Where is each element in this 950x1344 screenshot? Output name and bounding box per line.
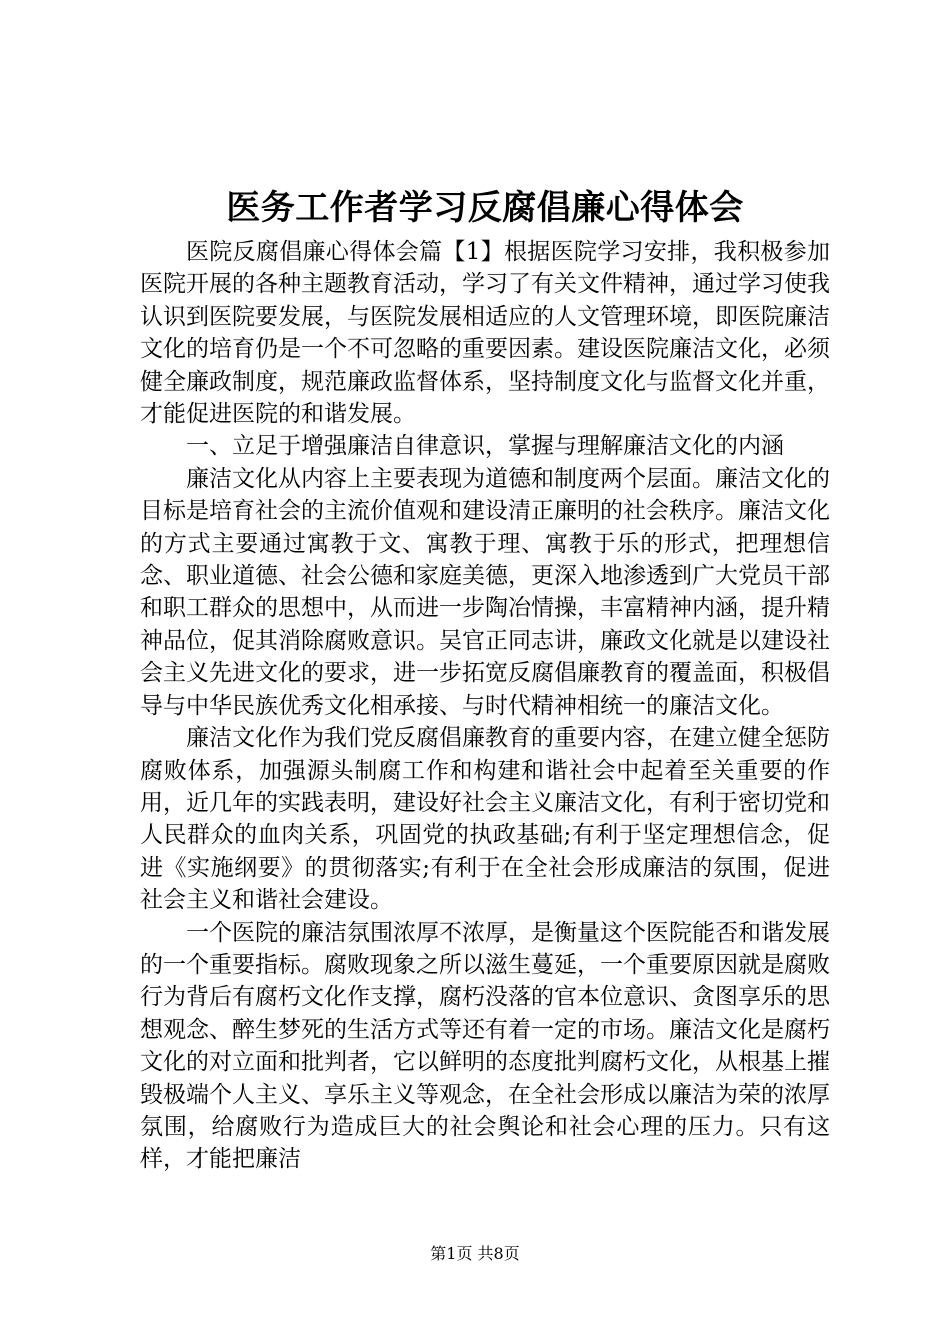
body-paragraph-3: 廉洁文化作为我们党反腐倡廉教育的重要内容，在建立健全惩防腐败体系，加强源头制腐工作和构建和谐社会中起着至关重要的作用，近几年的实践表明，建设好社会主义廉洁文化，有利于密切党和人民群众的血肉关系，巩固党的执政基础;有利于坚定理想信念，促进《实施纲要》的贯彻落实;有利于在全社会形成廉洁的氛围，促进社会主义和谐社会建设。 [140, 725, 830, 914]
page-number-footer: 第1页 共8页 [430, 1244, 520, 1263]
section-heading-1: 一、立足于增强廉洁自律意识，掌握与理解廉洁文化的内涵 [186, 433, 784, 460]
document-title: 医务工作者学习反腐倡廉心得体会 [226, 188, 744, 228]
document-page [140, 186, 830, 1176]
body-paragraph-1: 医院反腐倡廉心得体会篇【1】根据医院学习安排，我积极参加医院开展的各种主题教育活动，学习了有关文件精神，通过学习使我认识到医院要发展，与医院发展相适应的人文管理环境，即医院廉洁文化的培育仍是一个不可忽略的重要因素。建设医院廉洁文化，必须健全廉政制度，规范廉政监督体系，坚持制度文化与监督文化并重，才能促进医院的和谐发展。 [140, 239, 830, 428]
body-paragraph-4: 一个医院的廉洁氛围浓厚不浓厚，是衡量这个医院能否和谐发展的一个重要指标。腐败现象之所以滋生蔓延，一个重要原因就是腐败行为背后有腐朽文化作支撑，腐朽没落的官本位意识、贪图享乐的思想观念、醉生梦死的生活方式等还有着一定的市场。廉洁文化是腐朽文化的对立面和批判者，它以鲜明的态度批判腐朽文化，从根基上摧毁极端个人主义、享乐主义等观念，在全社会形成以廉洁为荣的浓厚氛围，给腐败行为造成巨大的社会舆论和社会心理的压力。只有这样，才能把廉洁 [140, 919, 830, 1173]
body-paragraph-2: 廉洁文化从内容上主要表现为道德和制度两个层面。廉洁文化的目标是培育社会的主流价值观和建设清正廉明的社会秩序。廉洁文化的方式主要通过寓教于文、寓教于理、寓教于乐的形式，把理想信念、职业道德、社会公德和家庭美德，更深入地渗透到广大党员干部和职工群众的思想中，从而进一步陶冶情操，丰富精神内涵，提升精神品位，促其消除腐败意识。吴官正同志讲，廉政文化就是以建设社会主义先进文化的要求，进一步拓宽反腐倡廉教育的覆盖面，积极倡导与中华民族优秀文化相承接、与时代精神相统一的廉洁文化。 [140, 465, 830, 719]
